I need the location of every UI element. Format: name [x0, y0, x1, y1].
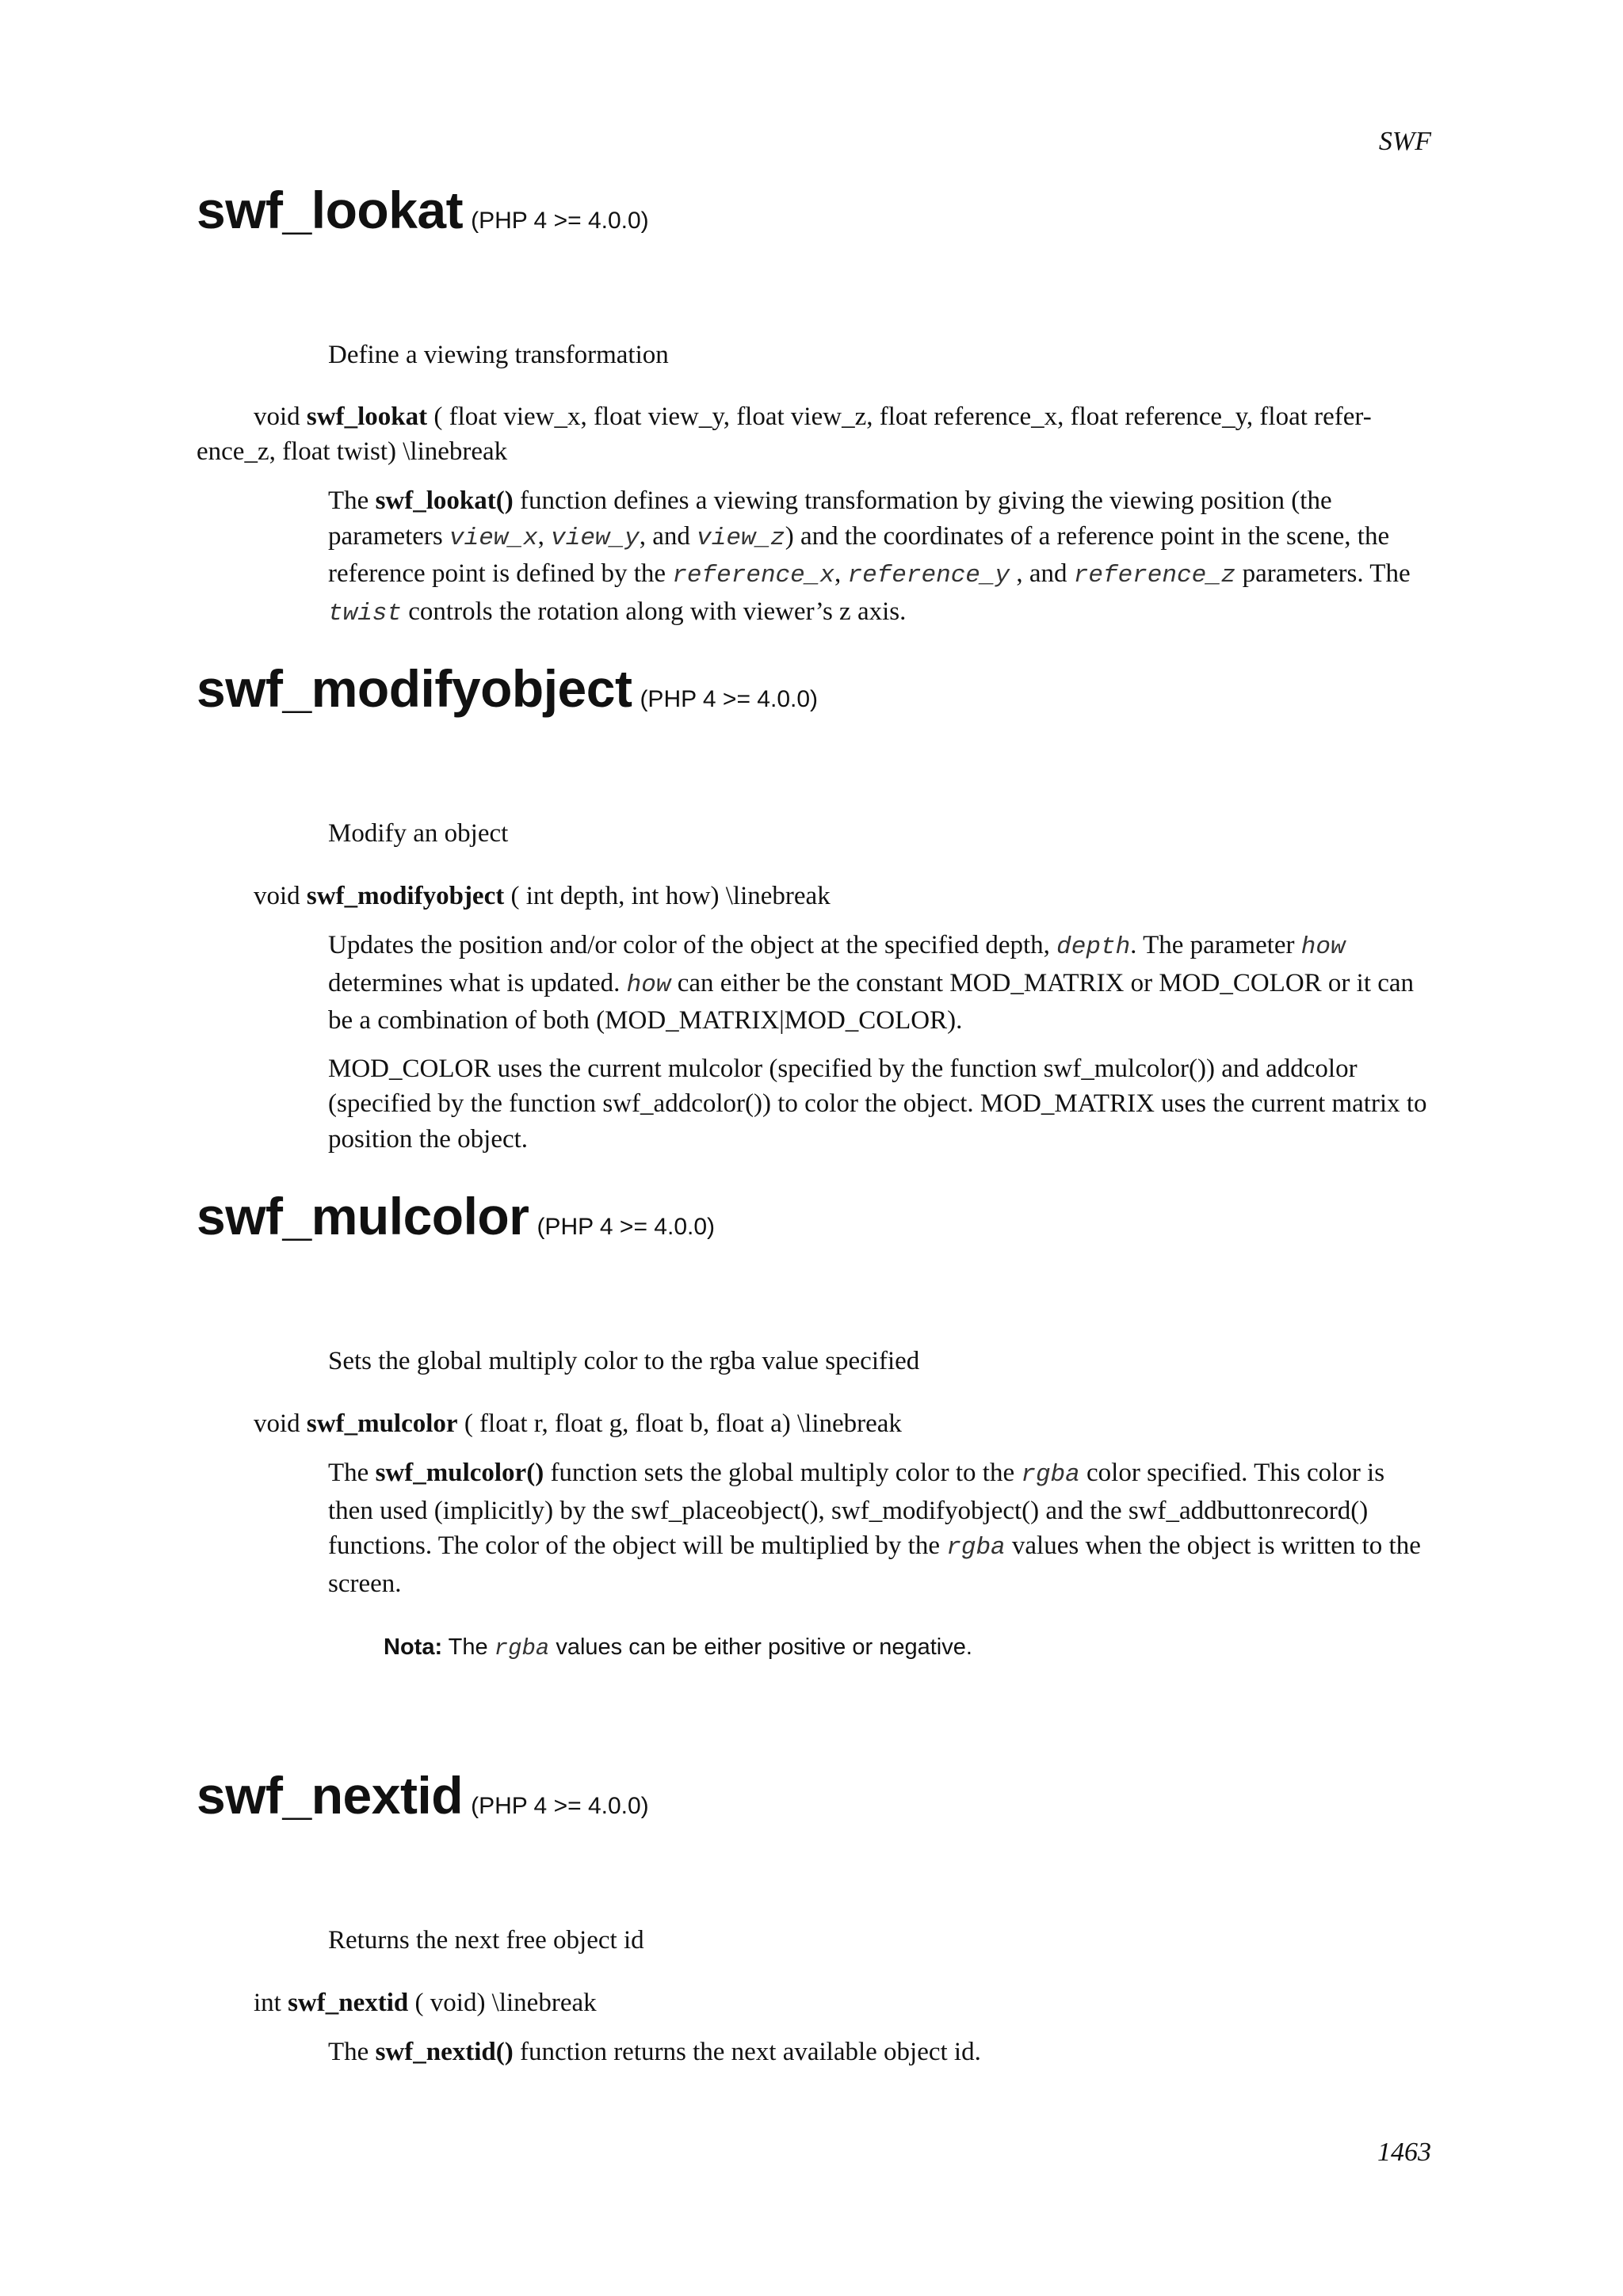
function-purpose: Sets the global multiply color to the rgba value specified [328, 1347, 920, 1375]
function-synopsis [197, 1406, 1431, 1441]
function-name: swf_lookat [197, 181, 464, 239]
return-type: void [254, 1409, 300, 1438]
param-rgba: rgba [946, 1534, 1006, 1562]
page-number: 1463 [1377, 2138, 1431, 2167]
entry-swf-modifyobject [197, 659, 1431, 1157]
desc-function-name: swf_mulcolor() [375, 1459, 544, 1487]
function-name: swf_modifyobject [197, 659, 632, 718]
function-description [197, 1455, 1431, 1601]
param-twist: twist [328, 599, 403, 627]
synopsis-args: ( void) \linebreak [408, 1989, 597, 2017]
function-name: swf_nextid [197, 1766, 464, 1825]
return-type: void [254, 402, 300, 431]
param-how: how [1300, 933, 1346, 961]
return-type: void [254, 882, 300, 910]
param-how: how [626, 971, 671, 999]
function-title [197, 1766, 1431, 1825]
function-description [197, 483, 1431, 631]
param-view-y: view_y [551, 524, 640, 552]
function-purpose: Define a viewing transformation [328, 341, 669, 369]
desc-text: can either be the constant MOD_MATRIX or MOD_COLOR or it can be a combination of both (MOD_MATRIX|MOD_COLOR). [328, 968, 1415, 1035]
desc-text: values when the object is written to the screen. [328, 1531, 1421, 1598]
synopsis-function-name: swf_mulcolor [306, 1409, 458, 1438]
desc-text: parameters. The [1235, 559, 1411, 588]
function-description [197, 928, 1431, 1039]
param-view-x: view_x [449, 524, 538, 552]
function-name: swf_mulcolor [197, 1187, 529, 1245]
function-synopsis [197, 1985, 1431, 2020]
synopsis-function-name: swf_nextid [288, 1989, 409, 2017]
function-purpose: Modify an object [328, 819, 509, 848]
desc-text: ) and the coordinates of a reference point in the scene, the reference point is defined by the [328, 521, 1390, 588]
desc-text: , [537, 521, 552, 551]
php-version: (PHP 4 >= 4.0.0) [537, 1214, 716, 1240]
entry-swf-mulcolor [197, 1187, 1431, 1665]
desc-text: , and [1010, 559, 1074, 588]
function-description [197, 2035, 1431, 2070]
param-depth: depth [1056, 933, 1131, 961]
param-view-z: view_z [697, 524, 785, 552]
param-reference-x: reference_x [672, 562, 834, 589]
function-description: MOD_COLOR uses the current mulcolor (specified by the function swf_mulcolor()) and addcolor (specified by the function swf_addcolor()) to color the object. MOD_MATRIX uses the current matrix to position the object. [328, 1054, 1427, 1154]
entry-swf-nextid [197, 1766, 1431, 2070]
entry-swf-lookat [197, 181, 1431, 631]
param-rgba: rgba [494, 1635, 550, 1661]
desc-text: controls the rotation along with viewer’s z axis. [402, 597, 907, 626]
function-synopsis [197, 879, 1431, 913]
note [197, 1631, 1431, 1665]
function-title [197, 181, 1431, 239]
desc-text: , and [639, 521, 697, 551]
synopsis-function-name: swf_lookat [306, 402, 428, 431]
note-label: Nota: [384, 1634, 443, 1660]
desc-text: The [328, 486, 376, 515]
desc-text: . The parameter [1130, 931, 1301, 959]
synopsis-function-name: swf_modifyobject [306, 882, 505, 910]
note-text: The [442, 1634, 495, 1660]
synopsis-args: ( float r, float g, float b, float a) \linebreak [457, 1409, 902, 1438]
desc-text: function sets the global multiply color to the [544, 1459, 1022, 1487]
function-purpose: Returns the next free object id [328, 1926, 644, 1955]
function-title [197, 659, 1431, 718]
synopsis-args-continued: ence_z, float twist) \linebreak [197, 437, 508, 466]
function-synopsis [197, 399, 1431, 469]
php-version: (PHP 4 >= 4.0.0) [471, 1793, 649, 1819]
desc-text: , [834, 559, 848, 588]
desc-text: Updates the position and/or color of the object at the specified depth, [328, 931, 1057, 959]
php-version: (PHP 4 >= 4.0.0) [640, 686, 819, 712]
synopsis-args: ( float view_x, float view_y, float view_z, float reference_x, float reference_y, float refer- [427, 402, 1372, 431]
note-text: values can be either positive or negative. [549, 1634, 972, 1660]
desc-text: The [328, 1459, 376, 1487]
function-title [197, 1187, 1431, 1245]
desc-function-name: swf_lookat() [375, 486, 514, 515]
param-reference-z: reference_z [1073, 562, 1236, 589]
desc-function-name: swf_nextid() [375, 2038, 514, 2066]
param-reference-y: reference_y [847, 562, 1010, 589]
param-rgba: rgba [1021, 1461, 1080, 1489]
desc-text: function returns the next available object id. [513, 2038, 981, 2066]
synopsis-args: ( int depth, int how) \linebreak [504, 882, 831, 910]
desc-text: function defines a viewing transformation by giving the viewing position (the parameters [328, 486, 1332, 551]
running-header: SWF [1378, 127, 1431, 156]
php-version: (PHP 4 >= 4.0.0) [471, 208, 649, 234]
return-type: int [254, 1989, 281, 2017]
desc-text: The [328, 2038, 376, 2066]
desc-text: color specified. This color is then used (implicitly) by the swf_placeobject(), swf_modifyobject() and the swf_addbuttonrecord() functions. The color of the object will be multiplied by the [328, 1459, 1385, 1560]
desc-text: determines what is updated. [328, 968, 627, 997]
